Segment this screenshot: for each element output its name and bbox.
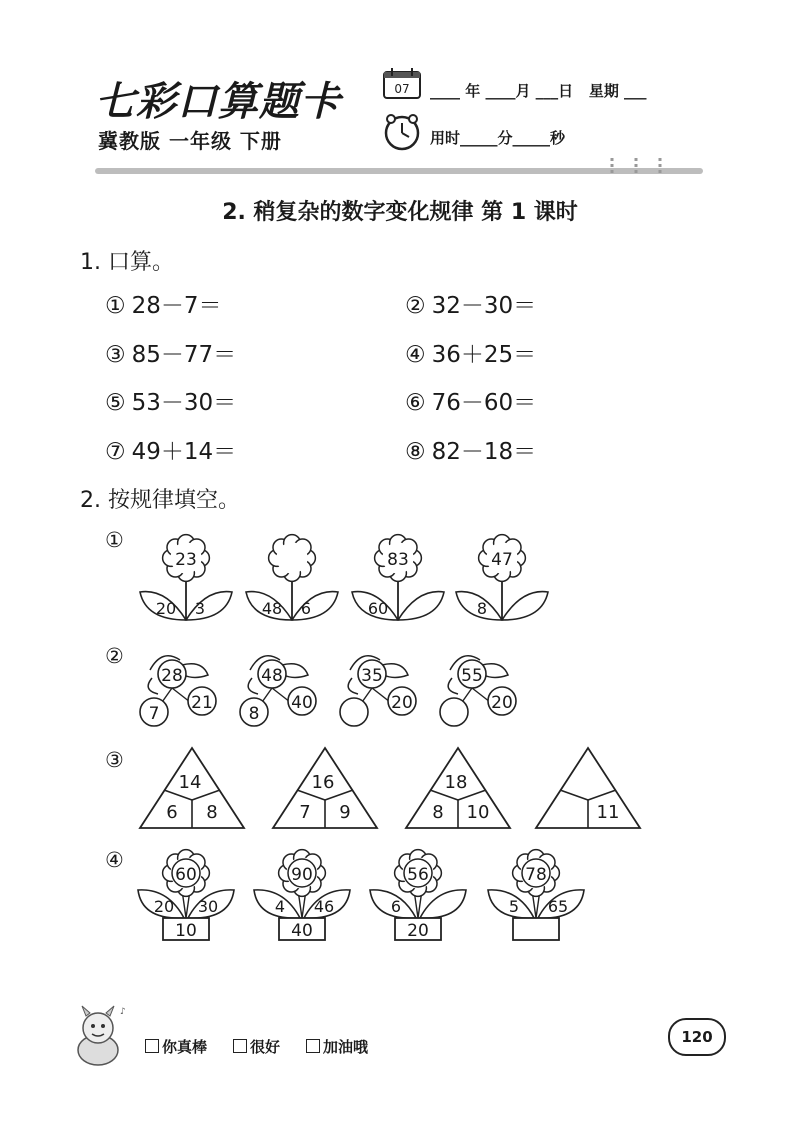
problem-number: ④ <box>405 342 426 368</box>
time-line: 用时_____分_____秒 <box>430 129 566 147</box>
figure-number: 35 <box>361 666 383 686</box>
flower-figure <box>246 535 338 620</box>
problem-number: ⑥ <box>405 390 426 416</box>
potted-flower-figure <box>370 850 466 941</box>
problem-number: ① <box>105 293 126 319</box>
figure-number: 16 <box>311 772 335 793</box>
balloon-figure <box>340 656 416 726</box>
figure-number: 6 <box>300 599 312 618</box>
figure-number: 20 <box>491 693 513 713</box>
problem-number: ② <box>405 293 426 319</box>
pattern-row-number: ④ <box>105 848 124 872</box>
figure-number: 10 <box>466 802 490 823</box>
figure-number: 5 <box>508 897 520 916</box>
cartoon-mascot-icon <box>68 1000 132 1070</box>
problem-expression: 82－18＝ <box>431 439 537 465</box>
problem-expression: 49＋14＝ <box>131 439 237 465</box>
rating-label: 很好 <box>250 1038 281 1056</box>
problem-number: ⑦ <box>105 439 126 465</box>
rating-label: 加油哦 <box>323 1038 369 1056</box>
section-2-title: 2. 按规律填空。 <box>80 488 240 513</box>
edition-label: 冀教版 一年级 下册 <box>98 129 282 153</box>
rating-option[interactable] <box>306 1036 368 1057</box>
figure-number: 6 <box>166 802 178 823</box>
figure-number: 7 <box>148 704 160 724</box>
rating-checkbox[interactable] <box>233 1039 247 1053</box>
problem-expression: 36＋25＝ <box>431 342 537 368</box>
figure-number: 55 <box>461 666 483 686</box>
pattern-row-number: ② <box>105 644 124 668</box>
problem-number: ⑤ <box>105 390 126 416</box>
problem-expression: 76－60＝ <box>431 390 537 416</box>
figure-number: 7 <box>299 802 311 823</box>
flower-figure <box>456 535 548 620</box>
figure-number: 47 <box>491 550 513 570</box>
problem-expression: 85－77＝ <box>131 342 237 368</box>
figure-number: 20 <box>153 897 175 916</box>
figure-number: 90 <box>291 865 313 885</box>
figure-number: 48 <box>261 599 283 618</box>
figure-number: 60 <box>367 599 389 618</box>
svg-text:♪: ♪ <box>120 1007 126 1017</box>
triangle-figure <box>536 748 640 828</box>
figure-number: 20 <box>391 693 413 713</box>
rating-label: 你真棒 <box>162 1038 208 1056</box>
problem-number: ⑧ <box>405 439 426 465</box>
brand-title: 七彩口算题卡 <box>95 78 341 125</box>
figure-number: 8 <box>476 599 488 618</box>
figure-number: 18 <box>444 772 468 793</box>
pot-number: 20 <box>407 921 429 941</box>
balloon-figure <box>140 656 216 726</box>
figure-number: 23 <box>175 550 197 570</box>
triangle-figure <box>406 748 510 828</box>
problem-expression: 53－30＝ <box>131 390 237 416</box>
flower-figure <box>140 535 232 620</box>
figure-number: 78 <box>525 865 547 885</box>
section-1-title: 1. 口算。 <box>80 250 174 275</box>
figure-number: 20 <box>155 599 177 618</box>
rating-checkbox[interactable] <box>306 1039 320 1053</box>
triangle-figure <box>140 748 244 828</box>
potted-flower-figure <box>138 850 234 941</box>
figure-number: 8 <box>248 704 260 724</box>
figure-number: 3 <box>194 599 206 618</box>
figure-number: 56 <box>407 865 429 885</box>
figure-number: 48 <box>261 666 283 686</box>
potted-flower-figure <box>488 850 584 940</box>
figure-number: 4 <box>274 897 286 916</box>
figure-number: 46 <box>313 897 335 916</box>
figure-number: 83 <box>387 550 409 570</box>
flower-figure <box>352 535 444 620</box>
figure-number: 14 <box>178 772 202 793</box>
pattern-row-number: ③ <box>105 748 124 772</box>
figure-number: 9 <box>339 802 351 823</box>
figure-number: 65 <box>547 897 569 916</box>
balloon-figure <box>240 656 316 726</box>
figure-number: 21 <box>191 693 213 713</box>
rating-checkbox[interactable] <box>145 1039 159 1053</box>
figure-number: 60 <box>175 865 197 885</box>
triangle-figure <box>273 748 377 828</box>
balloon-figure <box>440 656 516 726</box>
figure-number: 6 <box>390 897 402 916</box>
problem-expression: 28－7＝ <box>131 293 222 319</box>
pattern-row-number: ① <box>105 528 124 552</box>
figure-number: 11 <box>596 802 620 823</box>
figure-number: 40 <box>291 693 313 713</box>
figure-number: 30 <box>197 897 219 916</box>
potted-flower-figure <box>254 850 350 941</box>
problem-number: ③ <box>105 342 126 368</box>
pot-number: 40 <box>291 921 313 941</box>
rating-option[interactable] <box>233 1036 280 1057</box>
problem-expression: 32－30＝ <box>431 293 537 319</box>
calendar-day: 07 <box>394 82 410 96</box>
figure-number: 8 <box>206 802 218 823</box>
figure-number: 28 <box>161 666 183 686</box>
pot-number: 10 <box>175 921 197 941</box>
lesson-title: 2. 稍复杂的数字变化规律 第 1 课时 <box>222 200 578 225</box>
page-number: 120 <box>668 1018 726 1056</box>
rating-option[interactable] <box>145 1036 207 1057</box>
figure-number: 8 <box>432 802 444 823</box>
date-line: ____ 年 ____月 ___日 星期 ___ <box>430 82 647 100</box>
